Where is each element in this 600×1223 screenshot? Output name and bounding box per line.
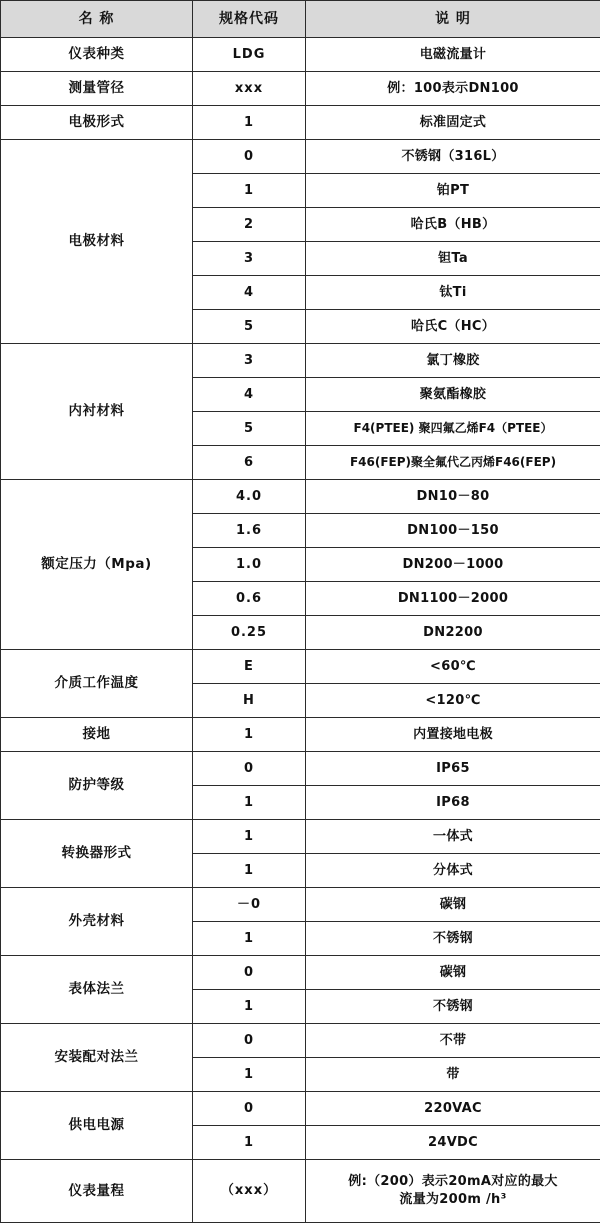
spec-code-cell: 2 [193, 208, 306, 242]
spec-description-cell: IP65 [306, 752, 600, 786]
spec-description-cell: 碳钢 [306, 888, 600, 922]
spec-description-cell: 例:（200）表示20mA对应的最大 流量为200m /h³ [306, 1160, 600, 1223]
spec-description-cell: F4(PTEE) 聚四氟乙烯F4（PTEE） [306, 412, 600, 446]
table-row [1, 820, 600, 854]
spec-description-cell: 钛Ti [306, 276, 600, 310]
table-row [1, 752, 600, 786]
spec-code-cell: H [193, 684, 306, 718]
spec-description-cell: 钽Ta [306, 242, 600, 276]
spec-description-cell: 24VDC [306, 1126, 600, 1160]
spec-description-cell: <120℃ [306, 684, 600, 718]
spec-code-cell: 1 [193, 990, 306, 1024]
spec-description-cell: 不锈钢 [306, 990, 600, 1024]
table-row [1, 106, 600, 140]
column-header-code: 规格代码 [193, 1, 306, 38]
table-row [1, 1024, 600, 1058]
row-group-name: 测量管径 [1, 72, 193, 106]
spec-code-cell: 0 [193, 1092, 306, 1126]
spec-description-cell: DN200－1000 [306, 548, 600, 582]
table-row [1, 888, 600, 922]
row-group-name: 内衬材料 [1, 344, 193, 480]
spec-code-cell: 1 [193, 820, 306, 854]
table-row [1, 956, 600, 990]
table-row [1, 480, 600, 514]
spec-description-cell: 铂PT [306, 174, 600, 208]
row-group-name: 额定压力（Mpa) [1, 480, 193, 650]
spec-description-cell: DN2200 [306, 616, 600, 650]
table-row [1, 1092, 600, 1126]
spec-description-cell: 哈氏C（HC） [306, 310, 600, 344]
row-group-name: 电极材料 [1, 140, 193, 344]
spec-code-cell: 1 [193, 1058, 306, 1092]
spec-description-cell: 不带 [306, 1024, 600, 1058]
spec-description-cell: DN100－150 [306, 514, 600, 548]
row-group-name: 电极形式 [1, 106, 193, 140]
row-group-name: 仪表量程 [1, 1160, 193, 1223]
spec-description-cell: DN10－80 [306, 480, 600, 514]
spec-code-cell: 3 [193, 344, 306, 378]
row-group-name: 外壳材料 [1, 888, 193, 956]
spec-description-cell: 带 [306, 1058, 600, 1092]
spec-description-cell: 不锈钢（316L） [306, 140, 600, 174]
spec-code-cell: 0 [193, 1024, 306, 1058]
spec-description-cell: 不锈钢 [306, 922, 600, 956]
table-body [1, 38, 600, 1223]
spec-code-cell: 4 [193, 378, 306, 412]
spec-code-cell: E [193, 650, 306, 684]
column-header-name: 名 称 [1, 1, 193, 38]
row-group-name: 转换器形式 [1, 820, 193, 888]
row-group-name: 仪表种类 [1, 38, 193, 72]
spec-code-cell: 3 [193, 242, 306, 276]
spec-description-cell: 聚氨酯橡胶 [306, 378, 600, 412]
table-header-row [1, 1, 600, 38]
spec-code-cell: 1 [193, 1126, 306, 1160]
row-group-name: 表体法兰 [1, 956, 193, 1024]
spec-code-cell: xxx [193, 72, 306, 106]
spec-code-cell: 1 [193, 854, 306, 888]
spec-code-cell: 6 [193, 446, 306, 480]
table-row [1, 650, 600, 684]
spec-code-cell: 0 [193, 956, 306, 990]
spec-description-cell: 一体式 [306, 820, 600, 854]
table-header [1, 1, 600, 38]
spec-code-cell: 0.6 [193, 582, 306, 616]
spec-description-cell: DN1100－2000 [306, 582, 600, 616]
spec-code-cell: 1 [193, 174, 306, 208]
spec-code-cell: 4 [193, 276, 306, 310]
spec-code-cell: 5 [193, 310, 306, 344]
spec-code-cell: （xxx） [193, 1160, 306, 1223]
table-row [1, 718, 600, 752]
spec-code-cell: 1 [193, 922, 306, 956]
spec-description-cell: F46(FEP)聚全氟代乙丙烯F46(FEP) [306, 446, 600, 480]
spec-description-cell: 碳钢 [306, 956, 600, 990]
spec-description-cell: 220VAC [306, 1092, 600, 1126]
spec-description-cell: 例：100表示DN100 [306, 72, 600, 106]
column-header-description: 说 明 [306, 1, 600, 38]
spec-description-cell: 哈氏B（HB） [306, 208, 600, 242]
spec-description-cell: 氯丁橡胶 [306, 344, 600, 378]
table-row [1, 38, 600, 72]
spec-code-cell: 4.0 [193, 480, 306, 514]
spec-code-cell: 1.0 [193, 548, 306, 582]
spec-code-cell: 1 [193, 106, 306, 140]
table-row [1, 344, 600, 378]
spec-code-cell: 0.25 [193, 616, 306, 650]
spec-code-cell: 1 [193, 786, 306, 820]
row-group-name: 防护等级 [1, 752, 193, 820]
spec-description-cell: 分体式 [306, 854, 600, 888]
spec-description-cell: 内置接地电极 [306, 718, 600, 752]
spec-description-cell: <60℃ [306, 650, 600, 684]
row-group-name: 供电电源 [1, 1092, 193, 1160]
row-group-name: 安装配对法兰 [1, 1024, 193, 1092]
spec-code-cell: 0 [193, 752, 306, 786]
spec-description-cell: IP68 [306, 786, 600, 820]
spec-code-cell: 5 [193, 412, 306, 446]
spec-description-cell: 标准固定式 [306, 106, 600, 140]
row-group-name: 接地 [1, 718, 193, 752]
spec-code-cell: LDG [193, 38, 306, 72]
row-group-name: 介质工作温度 [1, 650, 193, 718]
spec-code-cell: 0 [193, 140, 306, 174]
spec-code-cell: 1.6 [193, 514, 306, 548]
spec-code-cell: －0 [193, 888, 306, 922]
table-row [1, 140, 600, 174]
spec-code-cell: 1 [193, 718, 306, 752]
spec-description-cell: 电磁流量计 [306, 38, 600, 72]
table-row [1, 1160, 600, 1223]
table-row [1, 72, 600, 106]
